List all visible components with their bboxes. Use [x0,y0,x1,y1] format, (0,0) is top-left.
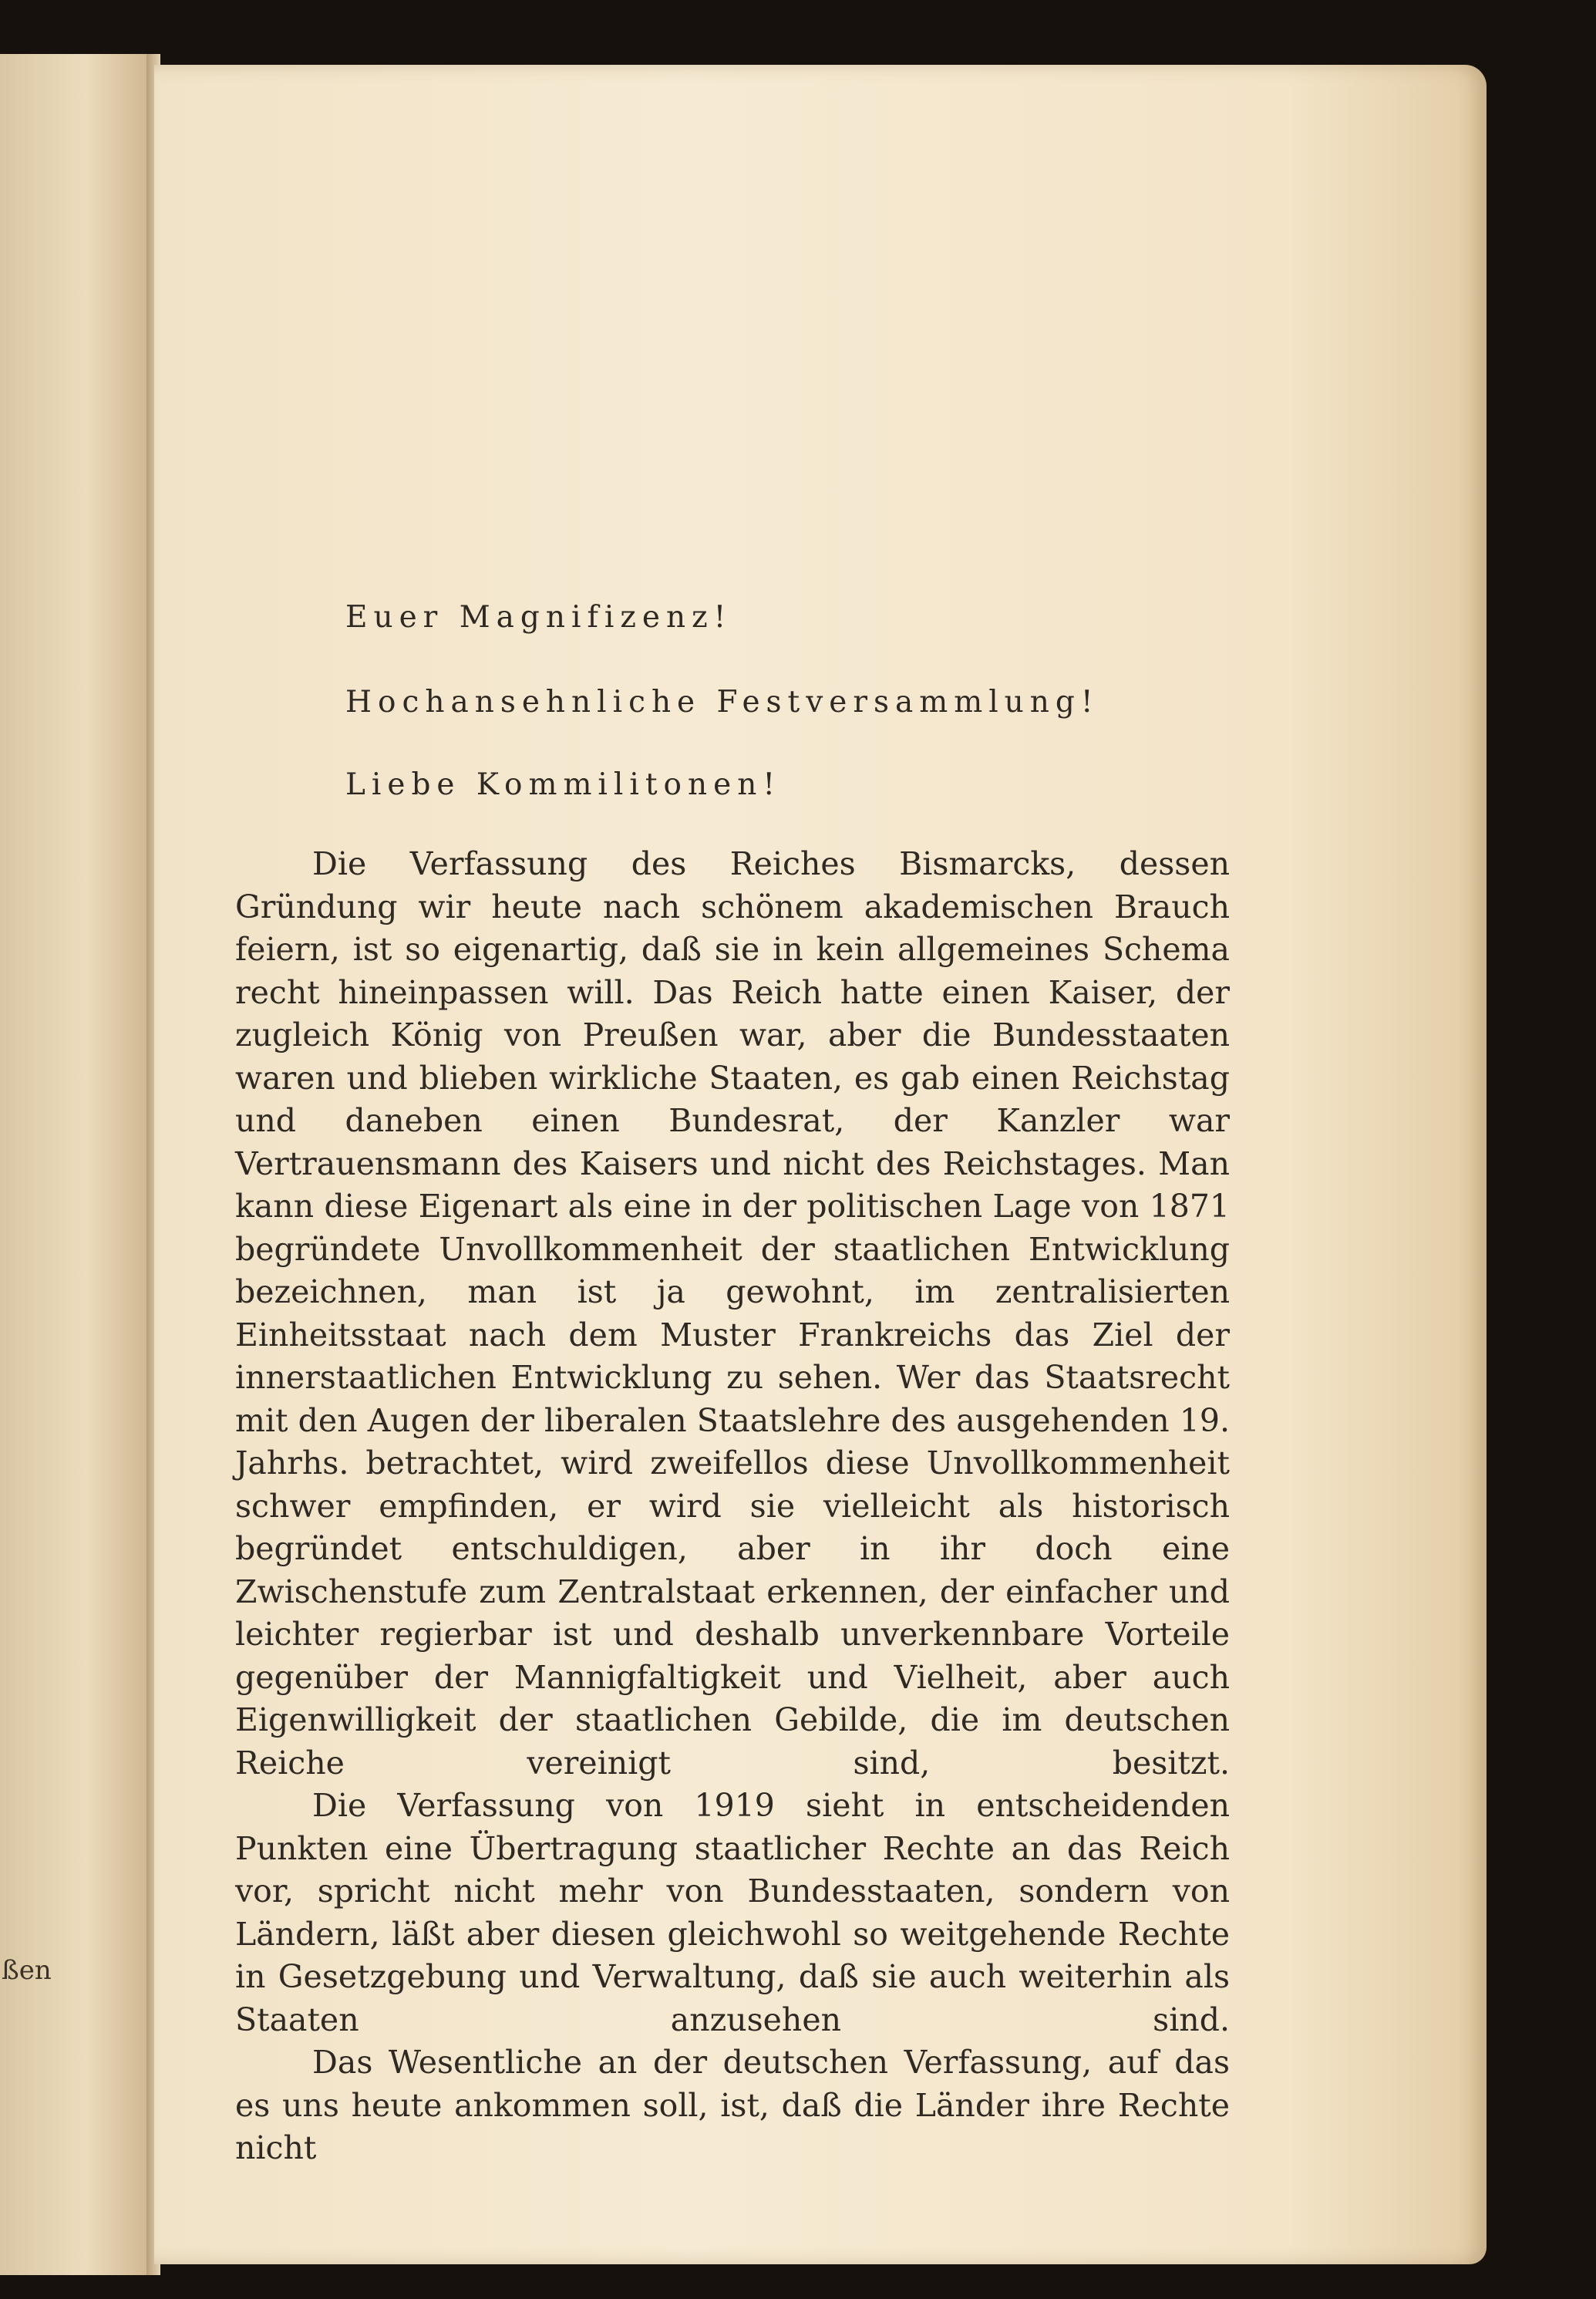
body-text [235,843,1230,2170]
salutation-kommilitonen: Liebe Kommilitonen! [345,767,781,802]
paragraph: Das Wesentliche an der deutschen Verfassung, auf das es uns heute ankommen soll, ist, daß die Länder ihre Rechte nicht [235,2044,1230,2166]
left-page-text-fragment: ßen [2,1955,52,1986]
paragraph: Die Verfassung von 1919 sieht in entscheidenden Punkten eine Übertragung staatlicher Rechte an das Reich vor, spricht nicht mehr von Bundesstaaten, sondern von Ländern, läßt aber diesen gleichwohl so weitgehende Rechte in Gesetzgebung und Verwaltung, daß sie auch weiterhin als Staaten anzusehen sind. [235,1787,1230,2038]
salutation-magnifizenz: Euer Magnifizenz! [345,600,732,635]
left-page-edge [0,54,154,2275]
salutation-festversammlung: Hochansehnliche Festversammlung! [345,685,1099,720]
paragraph: Die Verfassung des Reiches Bismarcks, dessen Gründung wir heute nach schönem akademischen Brauch feiern, ist so eigenartig, daß sie in kein allgemeines Schema recht hineinpassen will. Das Reich hatte einen Kaiser, der zugleich König von Preußen war, aber die Bundesstaaten waren und blieben wirkliche Staaten, es gab einen Reichstag und daneben einen Bundesrat, der Kanzler war Vertrauensmann des Kaisers und nicht des Reichstages. Man kann diese Eigenart als eine in der politischen Lage von 1871 begründete Unvollkommenheit der staatlichen Entwicklung bezeichnen, man ist ja gewohnt, im zentralisierten Einheitsstaat nach dem Muster Frankreichs das Ziel der innerstaatlichen Entwicklung zu sehen. Wer das Staatsrecht mit den Augen der liberalen Staatslehre des ausgehenden 19. Jahrhs. betrachtet, wird zweifellos diese Unvollkommenheit schwer empfinden, er wird sie vielleicht als historisch begründet entschuldigen, aber in ihr doch eine Zwischenstufe zum Zentralstaat erkennen, der einfacher und leichter regierbar ist und deshalb unverkennbare Vorteile gegenüber der Mannigfaltigkeit und Vielheit, aber auch Eigenwilligkeit der staatlichen Gebilde, die im deutschen Reiche vereinigt sind, besitzt. [235,845,1230,1782]
